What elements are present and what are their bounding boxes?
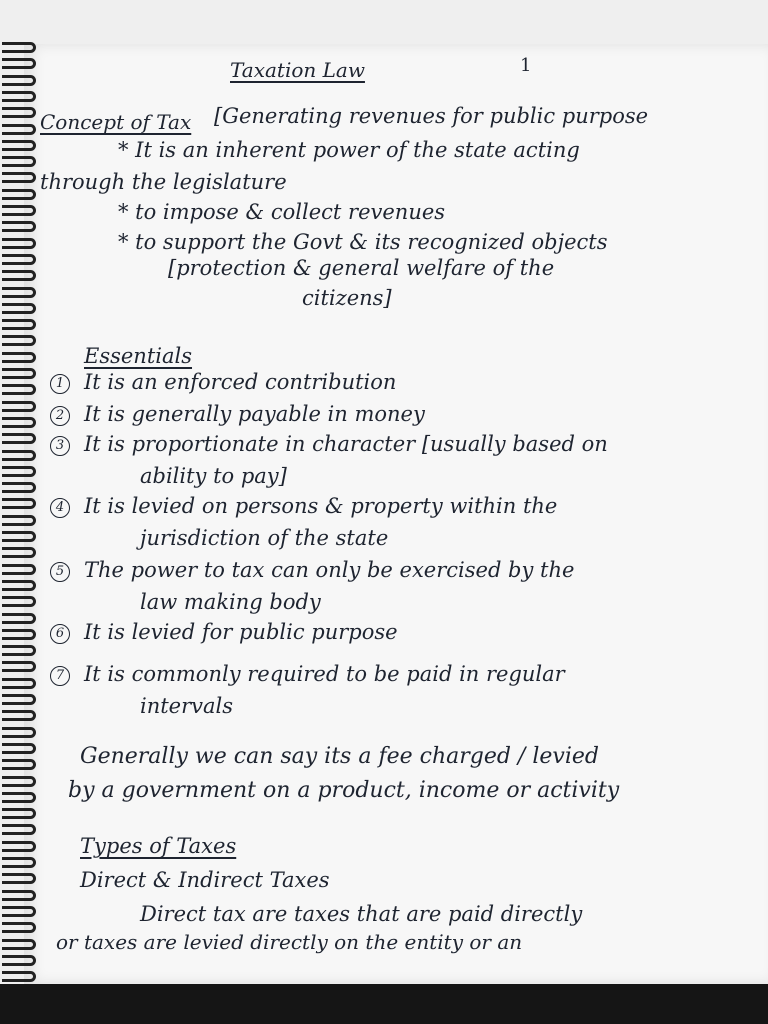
spiral-ring: [2, 221, 36, 232]
spiral-ring: [2, 140, 36, 151]
generally-line-1: Generally we can say its a fee charged / levied: [80, 744, 599, 769]
spiral-ring: [2, 645, 36, 656]
spiral-ring: [2, 661, 36, 672]
concept-bullet-1-line-2: through the legislature: [40, 170, 287, 194]
spiral-ring: [2, 42, 36, 53]
concept-bracket-line-1: [protection & general welfare of the: [168, 256, 555, 280]
spiral-ring: [2, 792, 36, 803]
spiral-ring: [2, 971, 36, 982]
spiral-ring: [2, 319, 36, 330]
spiral-ring: [2, 75, 36, 86]
essential-line: It is commonly required to be paid in regular: [84, 662, 565, 686]
spiral-ring: [2, 270, 36, 281]
spiral-ring: [2, 417, 36, 428]
essential-number: 5: [50, 562, 70, 582]
spiral-ring: [2, 238, 36, 249]
essential-number: 2: [50, 406, 70, 426]
concept-bracket-line-2: citizens]: [302, 286, 392, 310]
spiral-ring: [2, 287, 36, 298]
spiral-ring: [2, 515, 36, 526]
spiral-ring: [2, 433, 36, 444]
spiral-ring: [2, 694, 36, 705]
spiral-ring: [2, 450, 36, 461]
essential-line: law making body: [140, 590, 321, 614]
concept-bullet-1-line-1: * It is an inherent power of the state acting: [118, 138, 580, 162]
essential-line: ability to pay]: [140, 464, 287, 488]
spiral-ring: [2, 172, 36, 183]
essential-line: It is levied on persons & property within the: [84, 494, 558, 518]
essential-line: intervals: [140, 694, 234, 718]
essentials-heading: Essentials: [84, 344, 193, 368]
spiral-ring: [2, 352, 36, 363]
essential-number: 3: [50, 436, 70, 456]
spiral-ring: [2, 254, 36, 265]
spiral-ring: [2, 498, 36, 509]
spiral-ring: [2, 759, 36, 770]
spiral-ring: [2, 678, 36, 689]
spiral-ring: [2, 124, 36, 135]
spiral-ring: [2, 727, 36, 738]
essential-line: jurisdiction of the state: [140, 526, 389, 550]
spiral-ring: [2, 564, 36, 575]
spiral-ring: [2, 91, 36, 102]
essential-number: 1: [50, 374, 70, 394]
essential-line: The power to tax can only be exercised by the: [84, 558, 575, 582]
spiral-ring: [2, 596, 36, 607]
types-line-2: or taxes are levied directly on the entity or an: [56, 930, 523, 954]
spiral-ring: [2, 384, 36, 395]
spiral-ring: [2, 939, 36, 950]
essential-line: It is levied for public purpose: [84, 620, 398, 644]
concept-bracket-note: [Generating revenues for public purpose: [214, 104, 649, 128]
spiral-ring: [2, 107, 36, 118]
spiral-ring: [2, 58, 36, 69]
spiral-ring: [2, 580, 36, 591]
types-line-1: Direct tax are taxes that are paid directly: [140, 902, 583, 926]
concept-bullet-2: * to impose & collect revenues: [118, 200, 446, 224]
types-heading: Types of Taxes: [80, 834, 237, 858]
essential-line: It is an enforced contribution: [84, 370, 397, 394]
background-strip: [0, 984, 768, 1024]
spiral-ring: [2, 857, 36, 868]
essential-number: 7: [50, 666, 70, 686]
spiral-ring: [2, 466, 36, 477]
spiral-ring: [2, 743, 36, 754]
spiral-ring: [2, 873, 36, 884]
essential-line: It is proportionate in character [usually based on: [84, 432, 608, 456]
spiral-ring: [2, 890, 36, 901]
spiral-ring: [2, 710, 36, 721]
generally-line-2: by a government on a product, income or activity: [68, 778, 620, 803]
spiral-ring: [2, 189, 36, 200]
spiral-ring: [2, 303, 36, 314]
concept-bullet-3: * to support the Govt & its recognized objects: [118, 230, 608, 254]
spiral-ring: [2, 335, 36, 346]
essential-number: 4: [50, 498, 70, 518]
spiral-ring: [2, 955, 36, 966]
types-subheading: Direct & Indirect Taxes: [80, 868, 330, 892]
spiral-ring: [2, 156, 36, 167]
spiral-ring: [2, 531, 36, 542]
spiral-ring: [2, 613, 36, 624]
page-number: 1: [520, 55, 532, 76]
spiral-ring: [2, 808, 36, 819]
spiral-ring: [2, 547, 36, 558]
spiral-binding: [0, 42, 38, 992]
concept-heading: Concept of Tax: [40, 110, 192, 134]
spiral-ring: [2, 824, 36, 835]
essential-number: 6: [50, 624, 70, 644]
spiral-ring: [2, 906, 36, 917]
spiral-ring: [2, 401, 36, 412]
spiral-ring: [2, 776, 36, 787]
spiral-ring: [2, 841, 36, 852]
spiral-ring: [2, 205, 36, 216]
spiral-ring: [2, 482, 36, 493]
spiral-ring: [2, 368, 36, 379]
essential-line: It is generally payable in money: [84, 402, 425, 426]
page-title: Taxation Law: [230, 58, 365, 82]
spiral-ring: [2, 922, 36, 933]
spiral-ring: [2, 629, 36, 640]
